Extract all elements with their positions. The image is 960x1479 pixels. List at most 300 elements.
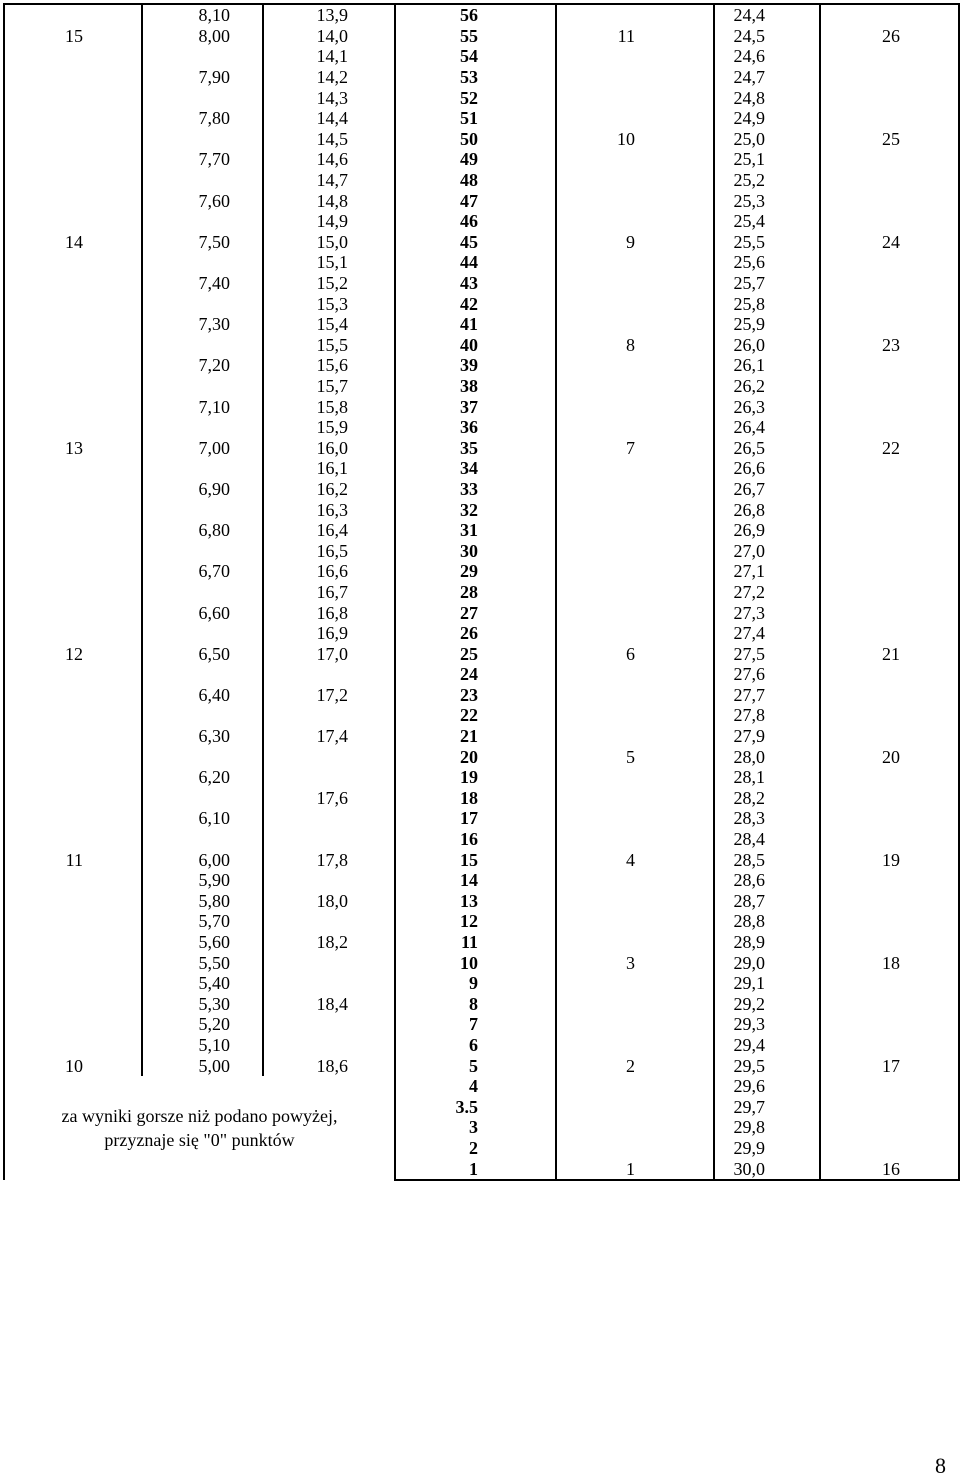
table-cell: 11 — [395, 932, 556, 953]
table-cell: 3.5 — [395, 1096, 556, 1117]
table-cell: 55 — [395, 26, 556, 47]
table-cell: 28,2 — [714, 788, 820, 809]
table-cell — [142, 211, 263, 232]
table-cell — [4, 87, 142, 108]
table-cell — [142, 788, 263, 809]
table-cell: 24,9 — [714, 108, 820, 129]
table-cell: 6,60 — [142, 602, 263, 623]
table-cell: 2 — [395, 1138, 556, 1159]
table-cell: 16,0 — [263, 437, 395, 458]
table-cell: 26,0 — [714, 335, 820, 356]
table-cell — [820, 376, 959, 397]
table-cell: 50 — [395, 129, 556, 150]
table-cell — [142, 376, 263, 397]
table-cell: 35 — [395, 437, 556, 458]
table-cell: 1 — [395, 1158, 556, 1180]
table-row — [4, 602, 959, 623]
table-cell — [820, 1014, 959, 1035]
table-cell — [556, 314, 714, 335]
table-cell: 27,1 — [714, 561, 820, 582]
table-cell — [556, 911, 714, 932]
table-cell: 26,9 — [714, 520, 820, 541]
table-cell: 19 — [395, 767, 556, 788]
table-cell — [4, 767, 142, 788]
table-cell: 14,3 — [263, 87, 395, 108]
table-cell — [4, 994, 142, 1015]
table-cell — [820, 891, 959, 912]
table-row — [4, 520, 959, 541]
table-cell: 7,20 — [142, 355, 263, 376]
table-row — [4, 685, 959, 706]
table-row — [4, 149, 959, 170]
table-row — [4, 26, 959, 47]
table-cell — [820, 314, 959, 335]
table-cell: 29,1 — [714, 973, 820, 994]
table-cell: 11 — [556, 26, 714, 47]
table-cell: 16,7 — [263, 582, 395, 603]
table-cell: 53 — [395, 67, 556, 88]
table-cell: 49 — [395, 149, 556, 170]
table-row — [4, 437, 959, 458]
table-cell — [820, 46, 959, 67]
table-row — [4, 46, 959, 67]
table-cell: 27,6 — [714, 664, 820, 685]
table-cell — [4, 46, 142, 67]
table-cell — [820, 540, 959, 561]
table-row — [4, 643, 959, 664]
table-cell: 26,1 — [714, 355, 820, 376]
table-cell — [820, 108, 959, 129]
table-cell: 41 — [395, 314, 556, 335]
table-cell: 7,80 — [142, 108, 263, 129]
table-cell — [820, 170, 959, 191]
page-number: 8 — [935, 1453, 946, 1478]
table-cell: 54 — [395, 46, 556, 67]
table-cell: 16,3 — [263, 499, 395, 520]
table-cell: 5,10 — [142, 1035, 263, 1056]
table-cell: 14,6 — [263, 149, 395, 170]
table-cell: 51 — [395, 108, 556, 129]
table-cell — [556, 726, 714, 747]
table-cell — [4, 273, 142, 294]
table-cell: 14 — [4, 232, 142, 253]
table-cell: 20 — [820, 746, 959, 767]
table-cell: 17,0 — [263, 643, 395, 664]
table-cell — [263, 973, 395, 994]
table-cell: 27,0 — [714, 540, 820, 561]
table-cell — [142, 46, 263, 67]
table-row — [4, 705, 959, 726]
table-cell: 6,90 — [142, 479, 263, 500]
table-cell — [4, 211, 142, 232]
table-cell: 29,4 — [714, 1035, 820, 1056]
table-cell: 31 — [395, 520, 556, 541]
table-cell: 45 — [395, 232, 556, 253]
table-cell: 14,1 — [263, 46, 395, 67]
table-cell: 25,3 — [714, 190, 820, 211]
table-cell: 38 — [395, 376, 556, 397]
table-row — [4, 499, 959, 520]
table-cell — [556, 932, 714, 953]
table-cell: 21 — [820, 643, 959, 664]
table-cell — [820, 685, 959, 706]
table-row — [4, 108, 959, 129]
table-cell — [4, 788, 142, 809]
table-cell — [142, 458, 263, 479]
table-cell — [556, 1035, 714, 1056]
table-cell: 1 — [556, 1158, 714, 1180]
footnote-line: przyznaje się "0" punktów — [104, 1129, 295, 1150]
table-cell — [556, 602, 714, 623]
table-cell: 7,00 — [142, 437, 263, 458]
table-cell: 26 — [820, 26, 959, 47]
table-cell: 23 — [395, 685, 556, 706]
table-cell: 27,5 — [714, 643, 820, 664]
table-row — [4, 911, 959, 932]
table-cell: 5,60 — [142, 932, 263, 953]
table-cell — [820, 293, 959, 314]
table-cell: 16 — [820, 1158, 959, 1180]
table-cell: 5,70 — [142, 911, 263, 932]
table-cell: 29,0 — [714, 952, 820, 973]
table-cell: 27,2 — [714, 582, 820, 603]
table-cell: 29,2 — [714, 994, 820, 1015]
table-cell: 25,8 — [714, 293, 820, 314]
table-cell: 28,1 — [714, 767, 820, 788]
table-row — [4, 376, 959, 397]
table-cell: 4 — [556, 849, 714, 870]
table-cell: 25,9 — [714, 314, 820, 335]
table-cell: 17,6 — [263, 788, 395, 809]
table-cell: 5,90 — [142, 870, 263, 891]
table-cell — [263, 829, 395, 850]
table-cell: 15,2 — [263, 273, 395, 294]
table-cell: 28,8 — [714, 911, 820, 932]
table-cell: 10 — [395, 952, 556, 973]
table-cell: 24,7 — [714, 67, 820, 88]
table-cell: 16,6 — [263, 561, 395, 582]
table-cell: 28,0 — [714, 746, 820, 767]
table-cell: 25,4 — [714, 211, 820, 232]
table-cell: 28,5 — [714, 849, 820, 870]
table-cell: 7,70 — [142, 149, 263, 170]
table-cell: 17 — [395, 808, 556, 829]
table-cell — [556, 561, 714, 582]
table-cell: 26,5 — [714, 437, 820, 458]
table-cell: 6,30 — [142, 726, 263, 747]
table-cell: 47 — [395, 190, 556, 211]
table-cell — [142, 252, 263, 273]
table-cell: 29,5 — [714, 1055, 820, 1076]
table-cell — [4, 726, 142, 747]
table-cell — [142, 623, 263, 644]
table-row — [4, 849, 959, 870]
table-cell: 14,4 — [263, 108, 395, 129]
table-cell — [820, 664, 959, 685]
table-cell: 12 — [395, 911, 556, 932]
table-cell — [263, 1014, 395, 1035]
table-cell: 33 — [395, 479, 556, 500]
table-cell: 29,7 — [714, 1096, 820, 1117]
table-cell — [4, 664, 142, 685]
table-row — [4, 170, 959, 191]
table-row — [4, 335, 959, 356]
table-cell: 24,6 — [714, 46, 820, 67]
table-cell: 10 — [556, 129, 714, 150]
table-cell: 27 — [395, 602, 556, 623]
table-cell: 28,7 — [714, 891, 820, 912]
table-cell: 36 — [395, 417, 556, 438]
table-cell — [4, 829, 142, 850]
table-cell: 6,00 — [142, 849, 263, 870]
table-cell — [4, 396, 142, 417]
table-cell — [556, 540, 714, 561]
table-cell: 29 — [395, 561, 556, 582]
table-cell: 15,9 — [263, 417, 395, 438]
table-cell: 20 — [395, 746, 556, 767]
table-cell — [820, 211, 959, 232]
table-cell: 29,3 — [714, 1014, 820, 1035]
table-cell: 12 — [4, 643, 142, 664]
table-cell — [4, 479, 142, 500]
table-cell — [142, 499, 263, 520]
table-cell: 8 — [395, 994, 556, 1015]
table-cell — [820, 252, 959, 273]
table-cell — [556, 355, 714, 376]
table-cell — [820, 932, 959, 953]
table-cell: 7,40 — [142, 273, 263, 294]
table-cell — [820, 582, 959, 603]
table-cell: 16,4 — [263, 520, 395, 541]
table-cell: 44 — [395, 252, 556, 273]
table-cell — [820, 1096, 959, 1117]
table-cell — [556, 376, 714, 397]
table-cell — [556, 1076, 714, 1097]
table-row — [4, 4, 959, 26]
table-cell: 7 — [395, 1014, 556, 1035]
table-cell — [556, 458, 714, 479]
table-cell — [4, 685, 142, 706]
table-row — [4, 417, 959, 438]
table-cell — [142, 417, 263, 438]
table-cell: 8,00 — [142, 26, 263, 47]
table-cell — [263, 952, 395, 973]
table-cell — [556, 273, 714, 294]
table-cell — [820, 4, 959, 26]
table-cell — [4, 1014, 142, 1035]
table-cell — [4, 376, 142, 397]
table-cell: 18 — [820, 952, 959, 973]
table-cell: 7,50 — [142, 232, 263, 253]
table-row — [4, 190, 959, 211]
table-cell — [820, 1035, 959, 1056]
table-cell: 27,9 — [714, 726, 820, 747]
table-cell: 14,2 — [263, 67, 395, 88]
table-cell: 14,8 — [263, 190, 395, 211]
table-cell — [4, 314, 142, 335]
table-cell — [820, 829, 959, 850]
table-cell: 17,2 — [263, 685, 395, 706]
table-cell — [263, 911, 395, 932]
table-cell — [556, 46, 714, 67]
table-cell: 14,9 — [263, 211, 395, 232]
table-cell: 18,2 — [263, 932, 395, 953]
table-cell: 26,7 — [714, 479, 820, 500]
table-cell: 22 — [395, 705, 556, 726]
table-cell — [556, 87, 714, 108]
table-cell: 15,5 — [263, 335, 395, 356]
table-cell: 25,5 — [714, 232, 820, 253]
table-cell: 5,80 — [142, 891, 263, 912]
table-cell: 7,90 — [142, 67, 263, 88]
table-cell — [4, 458, 142, 479]
table-cell: 9 — [395, 973, 556, 994]
table-cell — [263, 870, 395, 891]
table-cell: 48 — [395, 170, 556, 191]
table-cell: 43 — [395, 273, 556, 294]
table-row — [4, 746, 959, 767]
table-cell — [820, 1117, 959, 1138]
table-cell: 52 — [395, 87, 556, 108]
table-row — [4, 458, 959, 479]
table-cell — [556, 994, 714, 1015]
table-cell: 26 — [395, 623, 556, 644]
table-cell: 6,70 — [142, 561, 263, 582]
table-row — [4, 314, 959, 335]
table-cell: 2 — [556, 1055, 714, 1076]
footnote-line: za wyniki gorsze niż podano powyżej, — [61, 1105, 338, 1126]
table-cell: 4 — [395, 1076, 556, 1097]
table-row — [4, 355, 959, 376]
table-cell: 29,8 — [714, 1117, 820, 1138]
table-row — [4, 788, 959, 809]
table-cell — [556, 1138, 714, 1159]
table-cell — [142, 170, 263, 191]
table-cell: 17 — [820, 1055, 959, 1076]
table-row — [4, 973, 959, 994]
table-cell — [4, 808, 142, 829]
table-cell — [142, 335, 263, 356]
table-cell: 5,20 — [142, 1014, 263, 1035]
table-cell: 16 — [395, 829, 556, 850]
table-cell — [556, 1117, 714, 1138]
table-cell: 6,80 — [142, 520, 263, 541]
table-cell: 26,8 — [714, 499, 820, 520]
table-cell: 25,7 — [714, 273, 820, 294]
table-cell: 8 — [556, 335, 714, 356]
table-row — [4, 232, 959, 253]
table-cell — [556, 808, 714, 829]
table-cell: 15 — [4, 26, 142, 47]
table-cell: 7,30 — [142, 314, 263, 335]
table-cell — [142, 664, 263, 685]
table-cell — [556, 479, 714, 500]
table-cell: 15,6 — [263, 355, 395, 376]
table-row — [4, 664, 959, 685]
table-cell: 28 — [395, 582, 556, 603]
table-cell: 3 — [395, 1117, 556, 1138]
table-cell — [4, 252, 142, 273]
table-cell: 27,4 — [714, 623, 820, 644]
table-cell — [4, 417, 142, 438]
table-cell — [556, 685, 714, 706]
table-row — [4, 293, 959, 314]
table-row — [4, 829, 959, 850]
table-cell: 11 — [4, 849, 142, 870]
table-cell — [4, 602, 142, 623]
table-cell: 17,8 — [263, 849, 395, 870]
table-cell — [820, 458, 959, 479]
table-cell: 23 — [820, 335, 959, 356]
table-row — [4, 932, 959, 953]
table-cell — [556, 767, 714, 788]
table-row — [4, 994, 959, 1015]
table-cell: 3 — [556, 952, 714, 973]
table-cell: 5,40 — [142, 973, 263, 994]
table-row — [4, 623, 959, 644]
table-cell: 26,6 — [714, 458, 820, 479]
table-cell: 6 — [395, 1035, 556, 1056]
table-cell — [4, 4, 142, 26]
table-cell — [263, 1035, 395, 1056]
table-cell — [556, 149, 714, 170]
table-cell — [142, 829, 263, 850]
table-cell: 25 — [820, 129, 959, 150]
table-cell: 16,9 — [263, 623, 395, 644]
table-cell — [820, 417, 959, 438]
table-cell — [142, 540, 263, 561]
table-cell — [820, 1138, 959, 1159]
table-cell — [820, 355, 959, 376]
table-cell — [4, 582, 142, 603]
table-cell: 40 — [395, 335, 556, 356]
table-cell: 39 — [395, 355, 556, 376]
table-cell — [820, 726, 959, 747]
table-row — [4, 87, 959, 108]
table-cell — [263, 705, 395, 726]
table-cell — [263, 808, 395, 829]
table-cell: 6,40 — [142, 685, 263, 706]
table-cell — [4, 870, 142, 891]
table-cell — [556, 788, 714, 809]
table-row — [4, 808, 959, 829]
table-cell — [820, 767, 959, 788]
table-cell — [4, 149, 142, 170]
table-row — [4, 273, 959, 294]
table-cell — [4, 499, 142, 520]
table-cell: 7,10 — [142, 396, 263, 417]
table-cell: 16,8 — [263, 602, 395, 623]
table-cell: 14,5 — [263, 129, 395, 150]
table-cell: 13 — [395, 891, 556, 912]
table-cell — [556, 67, 714, 88]
table-cell — [142, 705, 263, 726]
table-cell: 27,3 — [714, 602, 820, 623]
table-cell — [4, 561, 142, 582]
table-cell: 14 — [395, 870, 556, 891]
table-cell — [556, 705, 714, 726]
table-cell: 42 — [395, 293, 556, 314]
table-cell — [556, 623, 714, 644]
table-row — [4, 561, 959, 582]
table-row — [4, 67, 959, 88]
table-cell — [4, 335, 142, 356]
table-cell — [263, 746, 395, 767]
table-cell: 5 — [395, 1055, 556, 1076]
table-cell — [263, 767, 395, 788]
table-row — [4, 767, 959, 788]
table-cell — [556, 973, 714, 994]
